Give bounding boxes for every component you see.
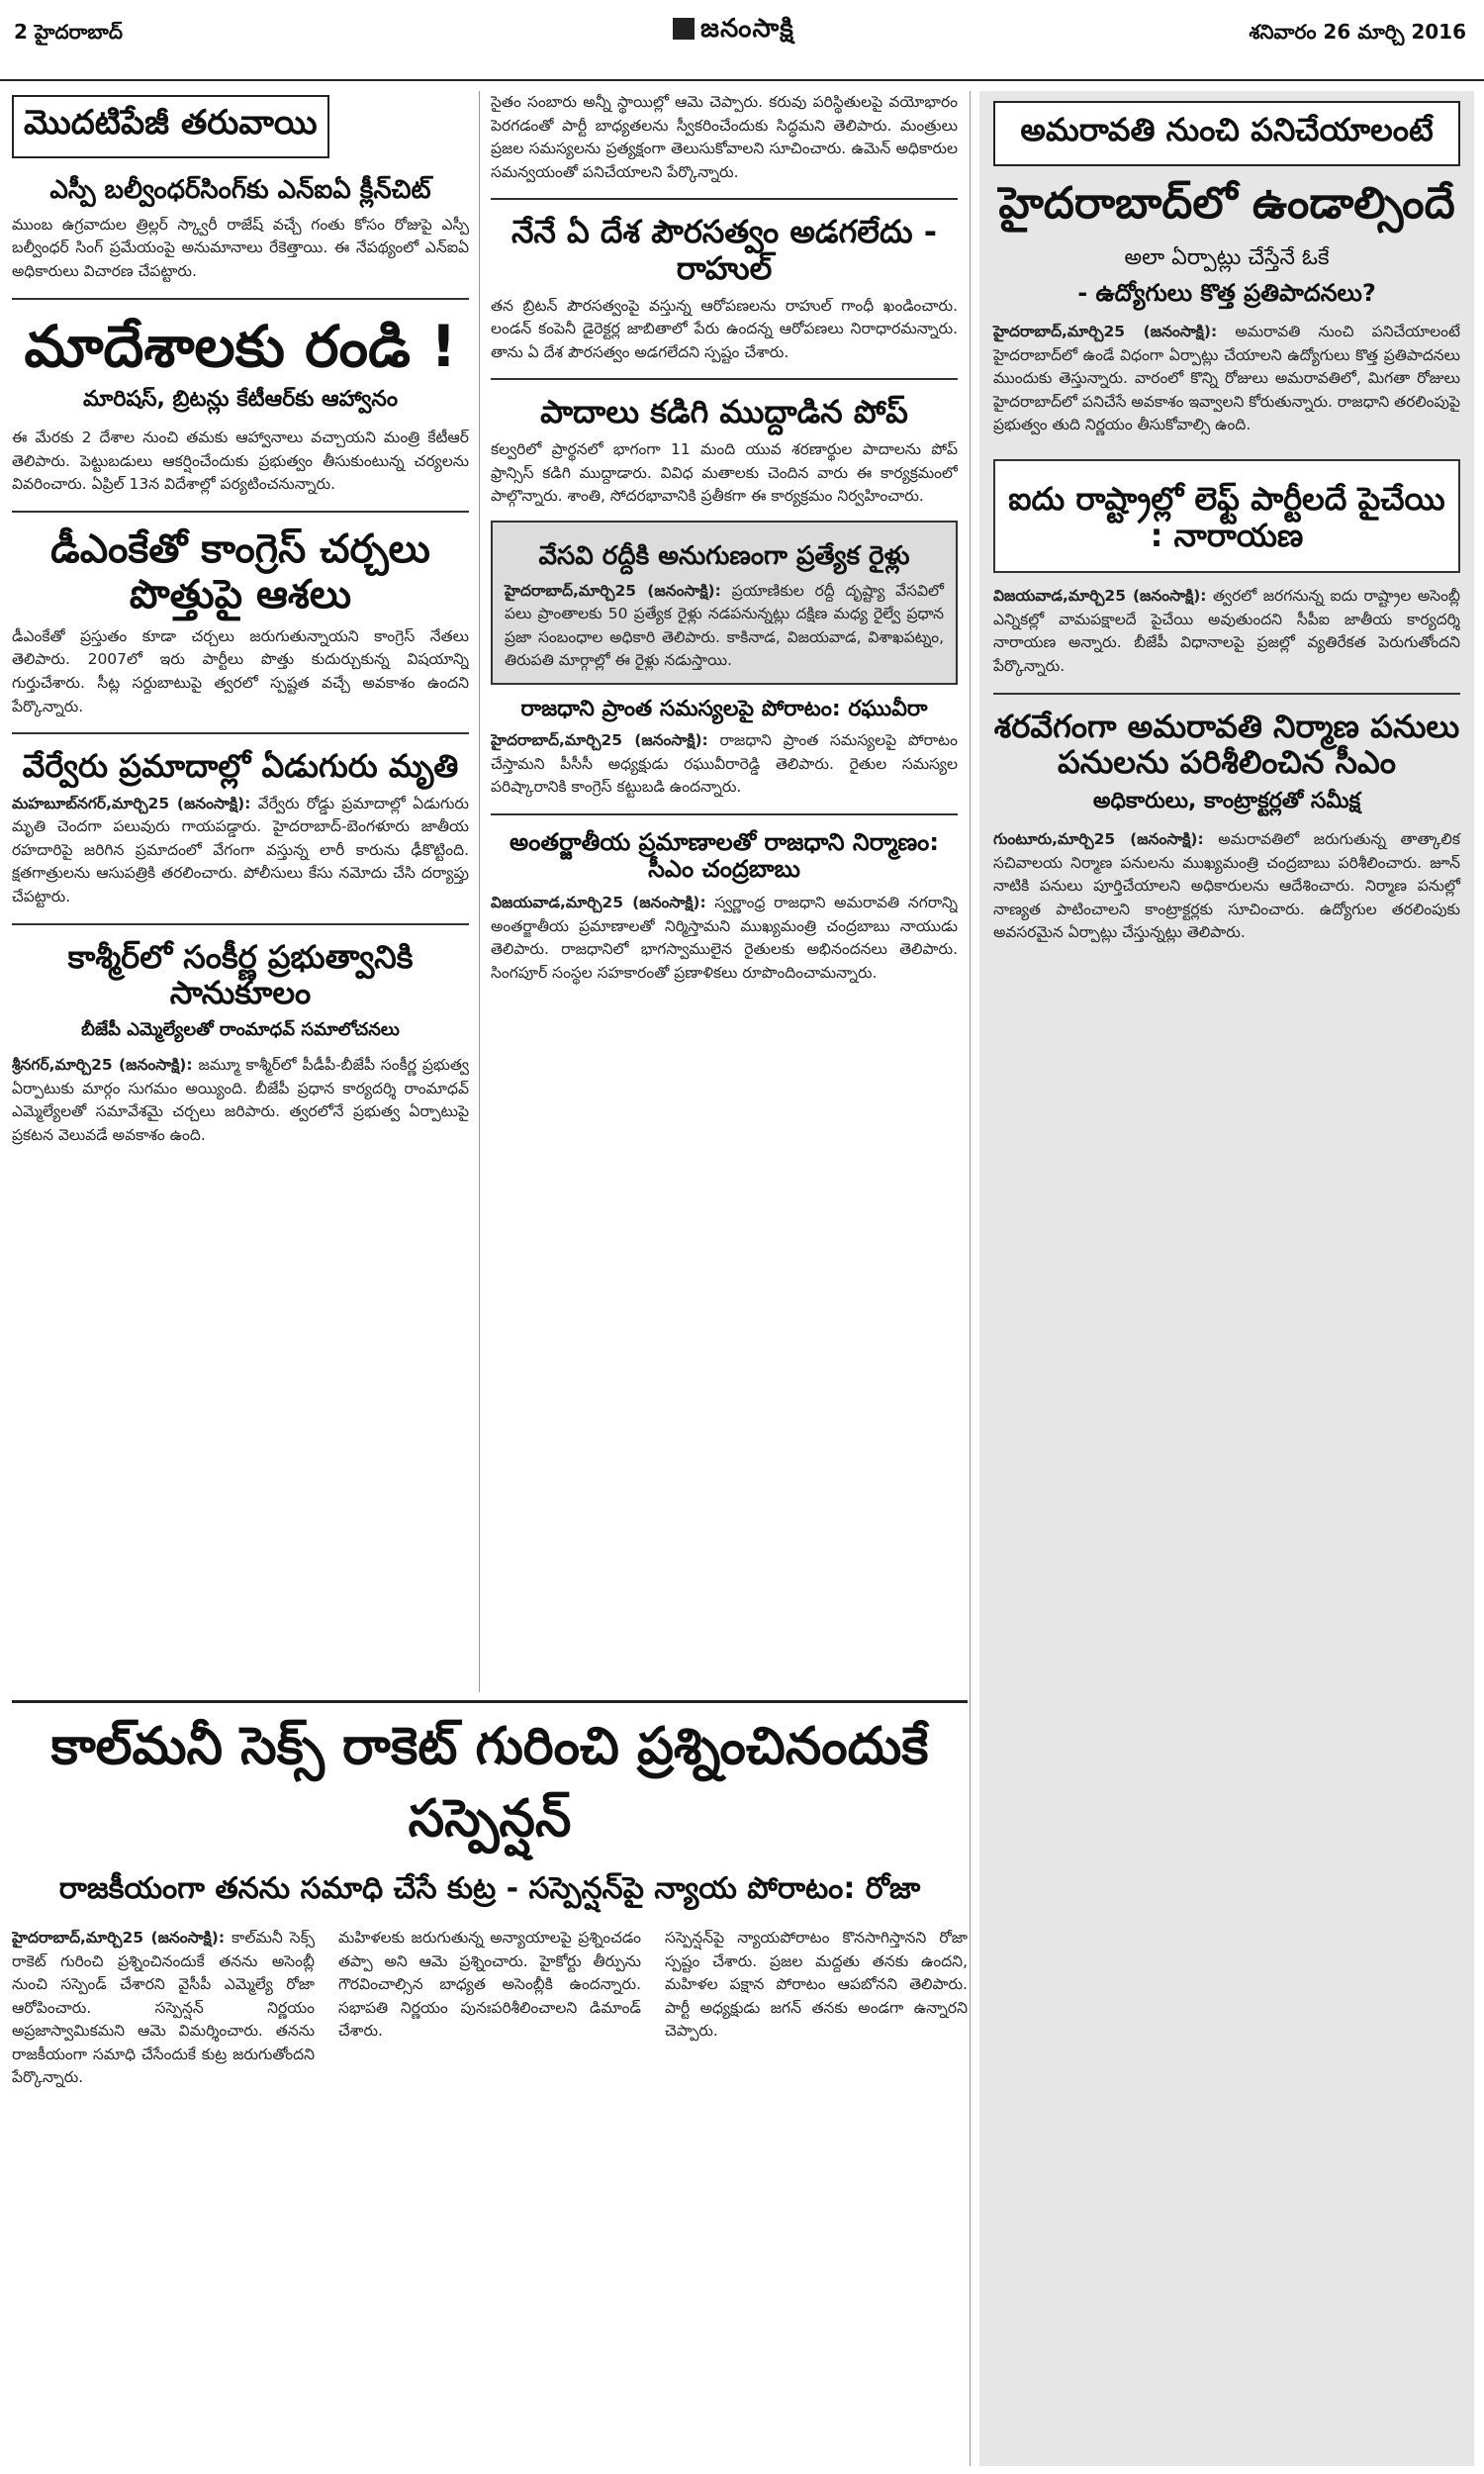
- article-body: కల్వరిలో ప్రార్థనలో భాగంగా 11 మంది యువ శరణార్థుల పాదాలను పోప్ ఫ్రాన్సిస్ కడిగి ముద్దాడారు. వివిధ మతాలకు చెందిన వారు ఈ కార్యక్రమంలో పాల్గొన్నారు. శాంతి, సోదరభావానికి ప్రతీకగా ఈ కార్యక్రమం నిర్వహించారు.: [491, 440, 958, 506]
- article-kicker: అలా ఏర్పాట్లు చేస్తేనే ఓకే: [1124, 245, 1330, 270]
- article-headline: డీఎంకేతో కాంగ్రెస్‌ చర్చలు పొత్తుపై ఆశలు: [50, 525, 430, 618]
- article-headline: అంతర్జాతీయ ప్రమాణాలతో రాజధాని నిర్మాణం: సీఎం చంద్రబాబు: [510, 827, 939, 884]
- article-headline: కాల్‌మనీ సెక్స్‌ రాకెట్‌ గురించి ప్రశ్నించినందుకే సస్పెన్షన్‌: [50, 1717, 929, 1849]
- article-continuation: సైతం సంబారు అన్నీ స్థాయిల్లో ఆమె చెప్పారు. కరువు పరిస్థితులపై వయోభారం పెరగడంతో పార్టీ బాధ్యతలను స్వీకరించేందుకు సిద్ధమని తెలిపారు. మంత్రులు ప్రజల సమస్యలను ప్రత్యక్షంగా తెలుసుకోవాలని సూచించారు. ఉమెన్ అధికారుల సమన్వయంతో పనిచేయాలని పేర్కొన్నారు.: [491, 93, 958, 181]
- column-middle: [491, 91, 958, 1692]
- divider-rule: [12, 298, 469, 300]
- article-body: [505, 580, 944, 673]
- boxed-article: [491, 521, 958, 685]
- article-body: సస్పెన్షన్‌పై న్యాయపోరాటం కొనసాగిస్తానని రోజా స్పష్టం చేశారు. ప్రజల మద్దతు తనకు ఉందని, మహిళల పక్షాన పోరాటం ఆపబోనని తెలిపారు. పార్టీ అధ్యక్షుడు జగన్ తనకు అండగా ఉన్నారని చెప్పారు.: [665, 1929, 968, 2041]
- article-headline: మాదేశాలకు రండి !: [24, 312, 457, 380]
- article-text: అమరావతి నుంచి పనిచేయాలంటే హైదరాబాద్‌లో ఉండే విధంగా ఏర్పాట్లు చేయాలని ఉద్యోగులు కొత్త ప్రతిపాదనలు ముందుకు తెస్తున్నారు. వారంలో కొన్ని రోజులు అమరావతిలో, మిగతా రోజులు హైదరాబాద్‌లో పనిచేసే అవకాశం ఇవ్వాలని కోరుతున్నారు. రాజధాని తరలింపుపై ప్రభుత్వం తుది నిర్ణయం తీసుకోవాల్సి ఉంది.: [993, 323, 1460, 434]
- article-headline: వేర్వేరు ప్రమాదాల్లో ఏడుగురు మృతి: [22, 747, 459, 786]
- issue-date: శనివారం 26 మార్చి 2016: [1249, 20, 1466, 44]
- dateline: విజయవాడ,మార్చి25 (జనంసాక్షి):: [491, 894, 706, 912]
- article-headline: నేనే ఏ దేశ పౌరసత్వం అడగలేదు - రాహుల్‌: [510, 213, 938, 287]
- article-body: ఈ మేరకు 2 దేశాల నుంచి తమకు ఆహ్వానాలు వచ్చాయని మంత్రి కేటీఆర్ తెలిపారు. పెట్టుబడులు ఆకర్షించేందుకు ప్రభుత్వం తీసుకుంటున్న చర్యలను వివరించారు. ఏప్రిల్ 13న విదేశాల్లో పర్యటించనున్నారు.: [12, 428, 469, 494]
- article-text: ప్రయాణికుల రద్దీ దృష్ట్యా వేసవిలో పలు ప్రాంతాలకు 50 ప్రత్యేక రైళ్లు నడపనున్నట్లు దక్షిణ మధ్య రైల్వే ప్రధాన ప్రజా సంబంధాల అధికారి తెలిపారు. కాకినాడ, విజయవాడ, విశాఖపట్నం, తిరుపతి మార్గాల్లో ఈ రైళ్లు నడుస్తాయి.: [505, 581, 944, 670]
- article-body: డీఎంకేతో ప్రస్తుతం కూడా చర్చలు జరుగుతున్నాయని కాంగ్రెస్ నేతలు తెలిపారు. 2007లో ఇరు పార్టీలు పొత్తు కుదుర్చుకున్న విషయాన్ని గుర్తుచేశారు. సీట్ల సర్దుబాటుపై త్వరలో స్పష్టత వచ్చే అవకాశం ఉందని పేర్కొన్నారు.: [12, 626, 469, 715]
- article-body: [491, 892, 958, 985]
- masthead-title: జనంసాక్షి: [700, 14, 794, 44]
- column-divider: [970, 91, 971, 2466]
- article-subheadline: రాజకీయంగా తనను సమాధి చేసే కుట్ర - సస్పెన్షన్‌పై న్యాయ పోరాటం: రోజా: [58, 1871, 921, 1906]
- section-label: మొదటిపేజీ తరువాయి: [12, 95, 329, 158]
- article-text: అమరావతిలో జరుగుతున్న తాత్కాలిక సచివాలయ నిర్మాణ పనులను ముఖ్యమంత్రి చంద్రబాబు పరిశీలించారు. జూన్ నాటికి పనులు పూర్తిచేయాలని అధికారులను ఆదేశించారు. నిర్మాణ పనుల్లో నాణ్యత పాటించాలని కాంట్రాక్టర్లకు సూచించారు. ఉద్యోగుల తరలింపుకు అవసరమైన ఏర్పాట్లు చేస్తున్నట్లు తెలిపారు.: [993, 830, 1460, 942]
- divider-rule: [993, 693, 1460, 695]
- article-kicker: - ఉద్యోగులు కొత్త ప్రతిపాదనలు?: [1077, 279, 1376, 307]
- divider-rule: [12, 732, 469, 734]
- article-body: తన బ్రిటన్ పౌరసత్వంపై వస్తున్న ఆరోపణలను రాహుల్ గాంధీ ఖండించారు. లండన్ కంపెనీ డైరెక్టర్ల జాబితాలో పేరు ఉందన్న ఆరోపణలు నిరాధారమన్నారు. తాను ఏ దేశ పౌరసత్వం అడగలేదని స్పష్టం చేశారు.: [491, 296, 958, 361]
- article-subheadline: బీజేపీ ఎమ్మెల్యేలతో రాంమాధవ్‌ సమాలోచనలు: [81, 1019, 400, 1041]
- article-subheadline: మారిషస్‌, బ్రిటన్లు కేటీఆర్‌కు ఆహ్వానం: [83, 387, 398, 413]
- article-text: త్వరలో జరగనున్న ఐదు రాష్ట్రాల అసెంబ్లీ ఎన్నికల్లో వామపక్షాలదే పైచేయి అవుతుందని సీపీఐ జాతీయ కార్యదర్శి నారాయణ అన్నారు. బీజేపీ విధానాలపై ప్రజల్లో వ్యతిరేకత పెరుగుతోందని పేర్కొన్నారు.: [993, 587, 1460, 675]
- article-text: వేర్వేరు రోడ్డు ప్రమాదాల్లో ఏడుగురు మృతి చెందగా పలువురు గాయపడ్డారు. హైదరాబాద్-బెంగళూరు జాతీయ రహదారిపై జరిగిన ప్రమాదంలో వేగంగా వస్తున్న లారీ కారును ఢీకొట్టింది. క్షతగాత్రులను ఆసుపత్రికి తరలించారు. పోలీసులు కేసు నమోదు చేసి దర్యాప్తు చేపట్టారు.: [12, 794, 469, 906]
- page-header: [0, 0, 1484, 81]
- dateline: హైదరాబాద్‌,మార్చి25 (జనంసాక్షి):: [505, 581, 721, 600]
- dateline: విజయవాడ,మార్చి25 (జనంసాక్షి):: [993, 587, 1207, 606]
- article-body: ముంబ ఉగ్రవాదుల త్రిల్లర్ స్క్వారీ రాజేష్ వచ్చే గంతు కోసం రోజుపై ఎస్పీ బల్వీంధర్ సింగ్ ప్రమేయంపై అనుమానాలు రేకెత్తాయి. ఈ నేపథ్యంలో ఎన్ఐఏ అధికారులు విచారణ చేపట్టారు.: [12, 215, 469, 280]
- article-headline: కాశ్మీర్‌లో సంకీర్ణ ప్రభుత్వానికి సానుకూలం: [67, 937, 414, 1012]
- article-text: కాల్‌మనీ సెక్స్ రాకెట్ గురించి ప్రశ్నించినందుకే తనను అసెంబ్లీ నుంచి సస్పెండ్ చేశారని వైసీపీ ఎమ్మెల్యే రోజా ఆరోపించారు. సస్పెన్షన్ నిర్ణయం అప్రజాస్వామికమని ఆమె విమర్శించారు. తనను రాజకీయంగా సమాధి చేసేందుకే కుట్ర జరుగుతోందని పేర్కొన్నారు.: [12, 1929, 315, 2087]
- divider-rule: [491, 378, 958, 380]
- dateline: హైదరాబాద్‌,మార్చి25 (జనంసాక్షి):: [491, 731, 708, 750]
- article-body: [993, 828, 1460, 945]
- article-body: మహిళలకు జరుగుతున్న అన్యాయాలపై ప్రశ్నించడం తప్పా అని ఆమె ప్రశ్నించారు. హైకోర్టు తీర్పును గౌరవించాల్సిన బాధ్యత అసెంబ్లీకి ఉందన్నారు. సభాపతి నిర్ణయం పునఃపరిశీలించాలని డిమాండ్ చేశారు.: [338, 1929, 641, 2041]
- dateline: మహబూబ్‌నగర్‌,మార్చి25 (జనంసాక్షి):: [12, 794, 251, 812]
- article-headline: అమరావతి నుంచి పనిచేయాలంటే: [993, 101, 1460, 166]
- bottom-article: [12, 1700, 968, 2465]
- column-right: [979, 91, 1474, 2466]
- article-body: [12, 1054, 469, 1147]
- article-headline: రాజధాని ప్రాంత సమస్యలపై పోరాటం: రఘువీరా: [520, 696, 928, 721]
- dateline: హైదరాబాద్‌,మార్చి25 (జనంసాక్షి):: [12, 1929, 226, 1947]
- article-text: జమ్మూ కాశ్మీర్‌లో పీడీపీ-బీజేపీ సంకీర్ణ ప్రభుత్వ ఏర్పాటుకు మార్గం సుగమం అయ్యింది. బీజేపీ ప్రధాన కార్యదర్శి రాంమాధవ్ ఎమ్మెల్యేలతో సమావేశమై చర్చలు జరిపారు. త్వరలోనే ప్రభుత్వ ఏర్పాటుపై ప్రకటన వెలువడే అవకాశం ఉంది.: [12, 1056, 469, 1144]
- article-body: [12, 1927, 315, 2090]
- masthead: [673, 14, 794, 49]
- article-subheadline: అధికారులు, కాంట్రాక్టర్లతో సమీక్ష: [1092, 789, 1361, 814]
- masthead-logo-icon: [673, 18, 695, 40]
- article-body: [993, 585, 1460, 678]
- boxed-article: [993, 459, 1460, 574]
- article-headline: పాదాలు కడిగి ముద్దాడిన పోప్‌: [540, 393, 908, 431]
- divider-rule: [491, 813, 958, 815]
- dateline: హైదరాబాద్‌,మార్చి25 (జనంసాక్షి):: [993, 323, 1218, 340]
- article-headline: ఐదు రాష్ట్రాల్లో లెఫ్ట్‌ పార్టీలదే పైచేయి : నారాయణ: [1008, 479, 1445, 554]
- article-columns: [12, 1927, 968, 2090]
- article-headline: హైదరాబాద్‌లో ఉండాల్సిందే: [998, 178, 1455, 229]
- article-headline: శరవేగంగా అమరావతి నిర్మాణ పనులు పనులను పరిశీలించిన సీఎం: [993, 707, 1460, 782]
- article-text: రాజధాని ప్రాంత సమస్యలపై పోరాటం చేస్తామని పీసీసీ అధ్యక్షుడు రఘువీరారెడ్డి తెలిపారు. రైతుల సమస్యల పరిష్కారానికి కాంగ్రెస్ కట్టుబడి ఉందన్నారు.: [491, 731, 958, 797]
- article-body: [12, 793, 469, 909]
- divider-rule: [12, 923, 469, 925]
- dateline: శ్రీనగర్‌,మార్చి25 (జనంసాక్షి):: [12, 1056, 193, 1075]
- divider-rule: [12, 511, 469, 513]
- article-headline: ఎస్పీ బల్వీంధర్‌సింగ్‌కు ఎన్‌ఐఏ క్లీన్‌చిట్‌: [49, 175, 431, 205]
- article-text: స్వర్ణాంధ్ర రాజధాని అమరావతి నగరాన్ని అంతర్జాతీయ ప్రమాణాలతో నిర్మిస్తామని ముఖ్యమంత్రి చంద్రబాబు నాయుడు తెలిపారు. రాజధానిలో భాగస్వాములైన రైతులకు అభినందనలు తెలిపారు. సింగపూర్ సంస్థల సహకారంతో ప్రణాళికలు రూపొందించామన్నారు.: [491, 894, 958, 982]
- page-number-city: 2 హైదరాబాద్: [14, 20, 123, 44]
- column-divider: [479, 91, 480, 1692]
- article-body: [491, 729, 958, 800]
- article-headline: వేసవి రద్దీకి అనుగుణంగా ప్రత్యేక రైళ్లు: [538, 540, 910, 571]
- divider-rule: [491, 198, 958, 200]
- article-body: [993, 321, 1460, 437]
- dateline: గుంటూరు,మార్చి25 (జనంసాక్షి):: [993, 830, 1204, 849]
- column-left: [12, 91, 469, 1692]
